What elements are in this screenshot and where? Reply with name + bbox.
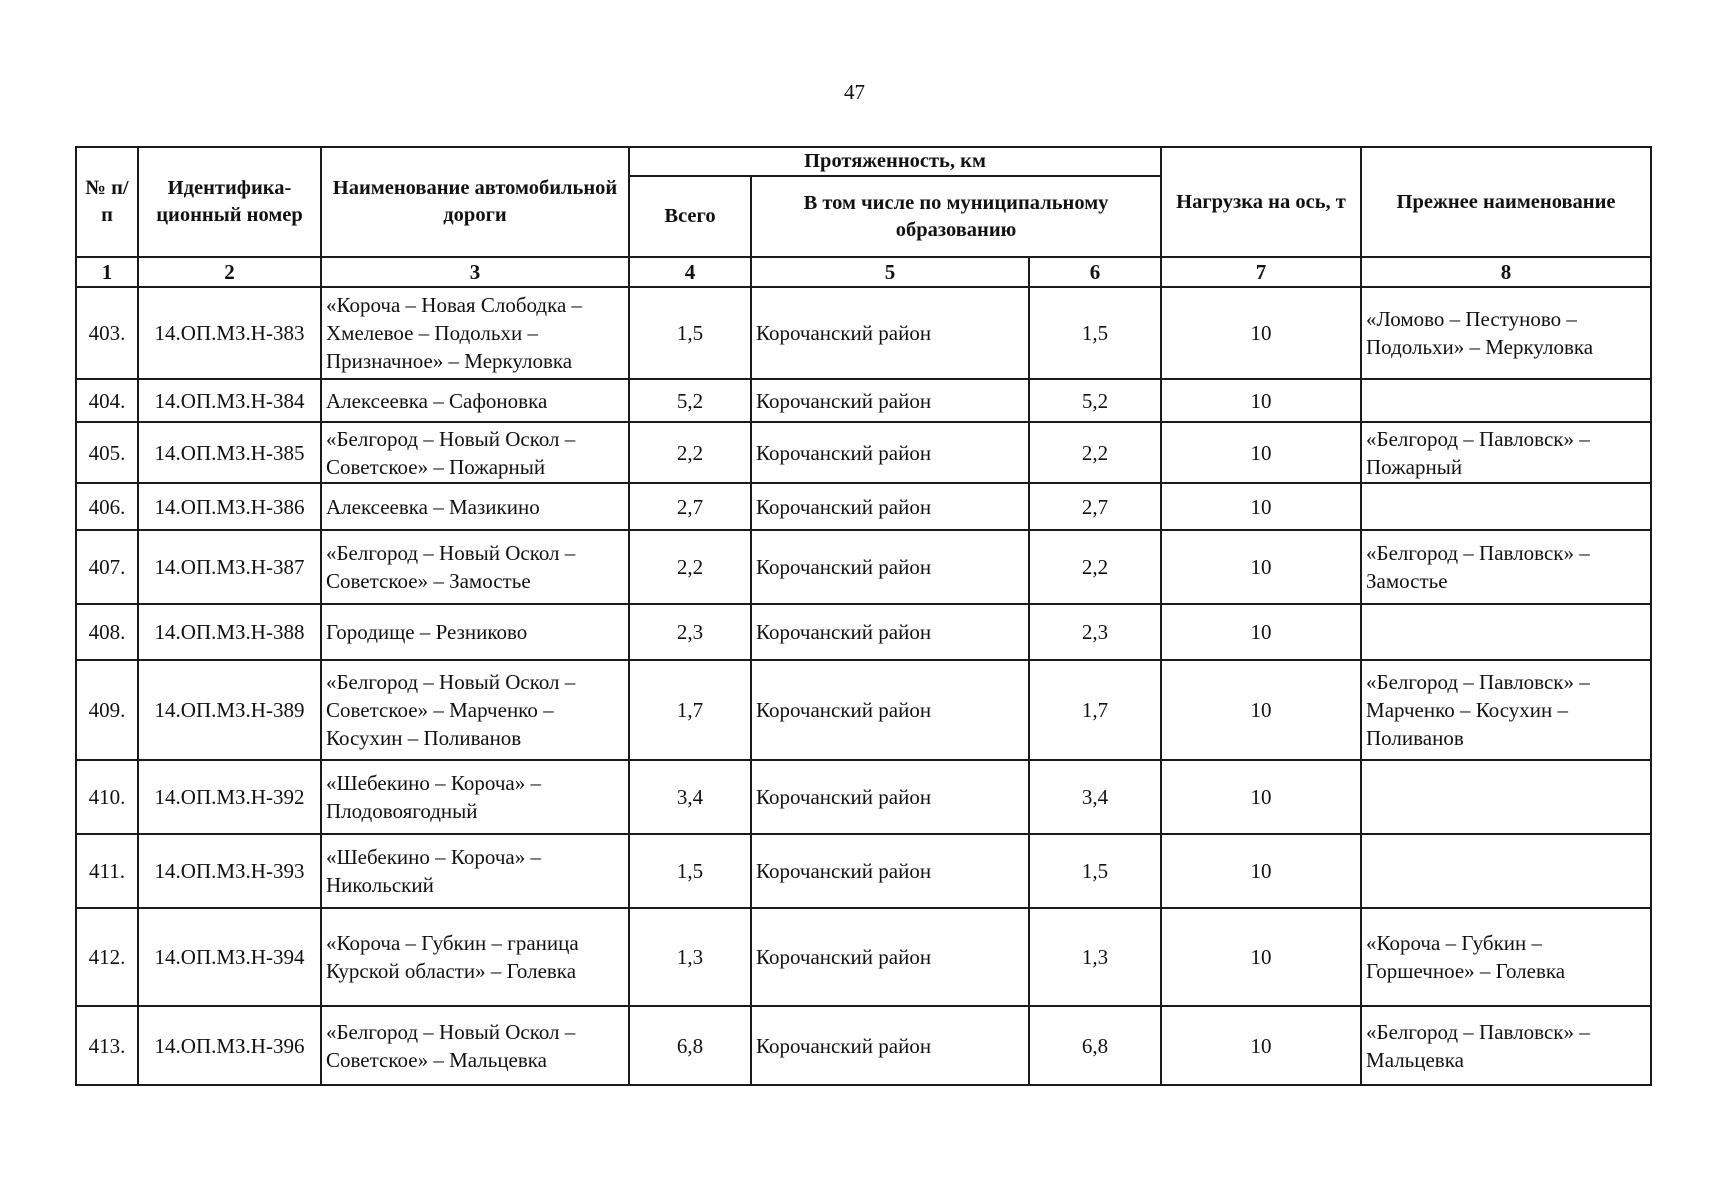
header-total: Всего <box>629 176 751 257</box>
district-name: Корочанский район <box>751 604 1029 660</box>
length-total: 3,4 <box>629 760 751 834</box>
row-number: 408. <box>76 604 138 660</box>
district-name: Корочанский район <box>751 1006 1029 1085</box>
district-name: Корочанский район <box>751 530 1029 604</box>
axle-load: 10 <box>1161 422 1361 483</box>
column-number: 5 <box>751 257 1029 287</box>
former-name: «Белгород – Павловск» – Мальцевка <box>1361 1006 1651 1085</box>
table-row <box>76 604 1651 660</box>
road-id: 14.ОП.МЗ.Н-389 <box>138 660 321 760</box>
axle-load: 10 <box>1161 483 1361 530</box>
road-id: 14.ОП.МЗ.Н-387 <box>138 530 321 604</box>
row-number: 412. <box>76 908 138 1006</box>
district-length: 1,5 <box>1029 287 1161 379</box>
former-name <box>1361 604 1651 660</box>
header-axle-load: Нагрузка на ось, т <box>1161 147 1361 257</box>
road-name: Городище – Резниково <box>321 604 629 660</box>
table-row <box>76 422 1651 483</box>
district-length: 5,2 <box>1029 379 1161 422</box>
former-name <box>1361 483 1651 530</box>
axle-load: 10 <box>1161 1006 1361 1085</box>
road-name: «Шебекино – Короча» – Никольский <box>321 834 629 908</box>
table-row <box>76 834 1651 908</box>
table-row <box>76 660 1651 760</box>
district-name: Корочанский район <box>751 422 1029 483</box>
row-number: 413. <box>76 1006 138 1085</box>
road-name: Алексеевка – Сафоновка <box>321 379 629 422</box>
road-name: «Короча – Губкин – граница Курской области» – Голевка <box>321 908 629 1006</box>
page-number: 47 <box>844 80 865 104</box>
road-name: «Белгород – Новый Оскол – Советское» – Мальцевка <box>321 1006 629 1085</box>
road-name: «Короча – Новая Слободка – Хмелевое – Подольхи – Призначное» – Меркуловка <box>321 287 629 379</box>
district-length: 2,7 <box>1029 483 1161 530</box>
header-identifier: Идентифика-ционный номер <box>138 147 321 257</box>
table-row <box>76 1006 1651 1085</box>
road-registry-table <box>75 146 1652 1086</box>
district-name: Корочанский район <box>751 287 1029 379</box>
length-total: 2,2 <box>629 422 751 483</box>
road-id: 14.ОП.МЗ.Н-384 <box>138 379 321 422</box>
length-total: 1,7 <box>629 660 751 760</box>
column-number: 3 <box>321 257 629 287</box>
district-length: 1,7 <box>1029 660 1161 760</box>
column-number: 8 <box>1361 257 1651 287</box>
road-name: «Белгород – Новый Оскол – Советское» – Замостье <box>321 530 629 604</box>
axle-load: 10 <box>1161 604 1361 660</box>
column-number: 2 <box>138 257 321 287</box>
column-number: 6 <box>1029 257 1161 287</box>
length-total: 2,3 <box>629 604 751 660</box>
row-number: 405. <box>76 422 138 483</box>
road-name: Алексеевка – Мазикино <box>321 483 629 530</box>
road-id: 14.ОП.МЗ.Н-386 <box>138 483 321 530</box>
table-row <box>76 530 1651 604</box>
road-id: 14.ОП.МЗ.Н-394 <box>138 908 321 1006</box>
axle-load: 10 <box>1161 530 1361 604</box>
former-name: «Ломово – Пестуново – Подольхи» – Меркуловка <box>1361 287 1651 379</box>
column-number: 7 <box>1161 257 1361 287</box>
header-length-group: Протяженность, км <box>629 147 1161 176</box>
district-length: 6,8 <box>1029 1006 1161 1085</box>
road-name: «Белгород – Новый Оскол – Советское» – Пожарный <box>321 422 629 483</box>
header-former-name: Прежнее наименование <box>1361 147 1651 257</box>
table-row <box>76 379 1651 422</box>
row-number: 409. <box>76 660 138 760</box>
road-id: 14.ОП.МЗ.Н-388 <box>138 604 321 660</box>
axle-load: 10 <box>1161 834 1361 908</box>
road-id: 14.ОП.МЗ.Н-385 <box>138 422 321 483</box>
table-row <box>76 287 1651 379</box>
former-name: «Белгород – Павловск» – Пожарный <box>1361 422 1651 483</box>
table-row <box>76 760 1651 834</box>
header-municipal: В том числе по муниципальному образованию <box>751 176 1161 257</box>
axle-load: 10 <box>1161 660 1361 760</box>
row-number: 410. <box>76 760 138 834</box>
district-length: 2,2 <box>1029 530 1161 604</box>
district-name: Корочанский район <box>751 908 1029 1006</box>
length-total: 2,7 <box>629 483 751 530</box>
table-row <box>76 483 1651 530</box>
district-length: 1,5 <box>1029 834 1161 908</box>
axle-load: 10 <box>1161 908 1361 1006</box>
row-number: 403. <box>76 287 138 379</box>
axle-load: 10 <box>1161 287 1361 379</box>
former-name <box>1361 834 1651 908</box>
district-name: Корочанский район <box>751 760 1029 834</box>
length-total: 2,2 <box>629 530 751 604</box>
axle-load: 10 <box>1161 379 1361 422</box>
road-id: 14.ОП.МЗ.Н-383 <box>138 287 321 379</box>
row-number: 404. <box>76 379 138 422</box>
length-total: 1,5 <box>629 287 751 379</box>
table-row <box>76 908 1651 1006</box>
header-road-name: Наименование автомобильной дороги <box>321 147 629 257</box>
district-name: Корочанский район <box>751 379 1029 422</box>
district-length: 2,3 <box>1029 604 1161 660</box>
district-length: 2,2 <box>1029 422 1161 483</box>
district-name: Корочанский район <box>751 483 1029 530</box>
column-number-row <box>76 257 1651 287</box>
length-total: 1,3 <box>629 908 751 1006</box>
header-row-number: № п/п <box>76 147 138 257</box>
axle-load: 10 <box>1161 760 1361 834</box>
road-id: 14.ОП.МЗ.Н-393 <box>138 834 321 908</box>
former-name: «Белгород – Павловск» – Замостье <box>1361 530 1651 604</box>
column-number: 1 <box>76 257 138 287</box>
length-total: 6,8 <box>629 1006 751 1085</box>
district-length: 1,3 <box>1029 908 1161 1006</box>
former-name <box>1361 379 1651 422</box>
former-name <box>1361 760 1651 834</box>
road-name: «Шебекино – Короча» – Плодовоягодный <box>321 760 629 834</box>
district-name: Корочанский район <box>751 660 1029 760</box>
row-number: 406. <box>76 483 138 530</box>
row-number: 407. <box>76 530 138 604</box>
length-total: 5,2 <box>629 379 751 422</box>
header-row-top <box>76 147 1651 176</box>
former-name: «Короча – Губкин – Горшечное» – Голевка <box>1361 908 1651 1006</box>
district-name: Корочанский район <box>751 834 1029 908</box>
road-id: 14.ОП.МЗ.Н-392 <box>138 760 321 834</box>
former-name: «Белгород – Павловск» – Марченко – Косухин – Поливанов <box>1361 660 1651 760</box>
district-length: 3,4 <box>1029 760 1161 834</box>
length-total: 1,5 <box>629 834 751 908</box>
road-id: 14.ОП.МЗ.Н-396 <box>138 1006 321 1085</box>
row-number: 411. <box>76 834 138 908</box>
column-number: 4 <box>629 257 751 287</box>
road-name: «Белгород – Новый Оскол – Советское» – Марченко – Косухин – Поливанов <box>321 660 629 760</box>
